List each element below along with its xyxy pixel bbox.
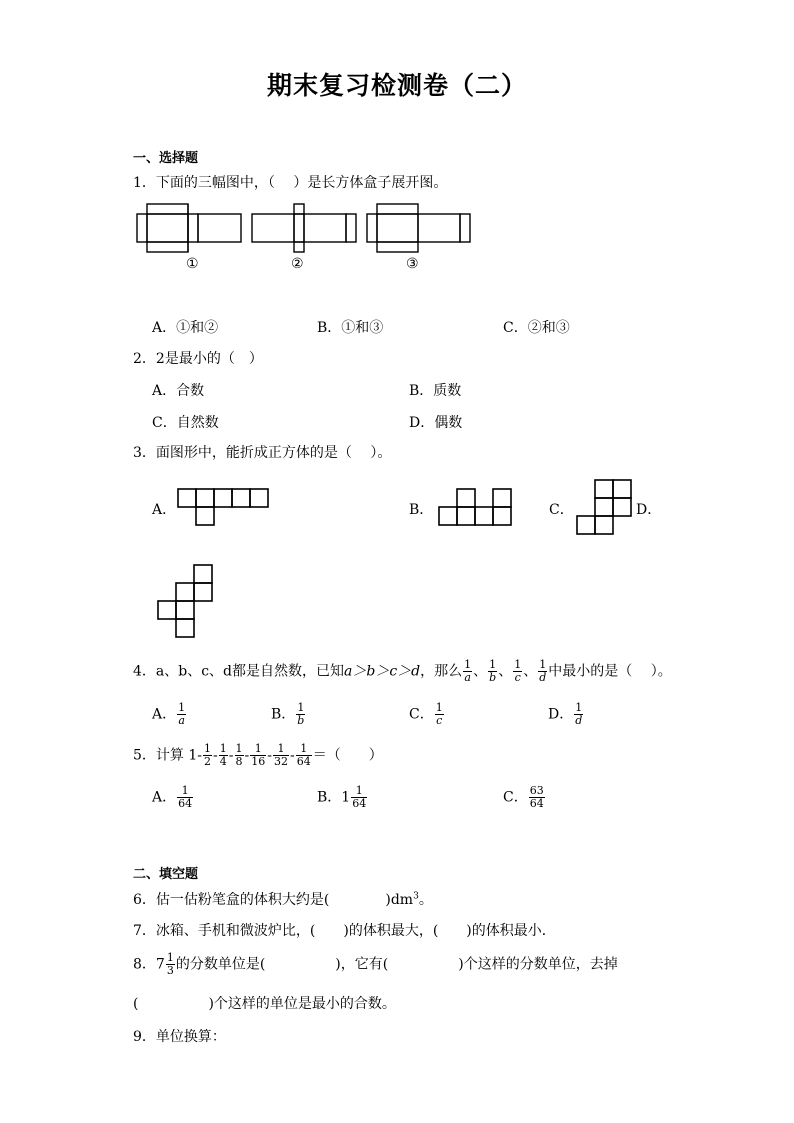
q4-frac-c: $\frac{1}{c}$ (514, 658, 522, 684)
section-heading-fill: 二、填空题 (133, 867, 199, 882)
net3-face-top (377, 204, 418, 214)
q4-option-c[interactable]: C． $\frac{1}{c}$ (409, 701, 443, 727)
q2-option-c[interactable]: C．自然数 (152, 415, 219, 431)
q4-option-a[interactable]: A． $\frac{1}{a}$ (152, 701, 186, 727)
net-figure-3 (366, 203, 474, 255)
net3-face-bottom (377, 242, 418, 252)
q5-frac-3: $\frac{1}{8}$ (235, 742, 243, 768)
net2-face-1 (252, 214, 294, 242)
question-5: 5．计算 1- $\frac{1}{2}$ - $\frac{1}{4}$ - $\frac{1}{8}$ - $\frac{1}{16}$ - $\frac{1}{32}$ - $\frac{1}{64}$ ＝（ ） (133, 742, 383, 768)
q4-suffix: 中最小的是（ ）。 (548, 663, 672, 680)
q4-prefix: 4．a、b、c、d都是自然数，已知 (133, 663, 345, 680)
q5-option-a[interactable]: A． $\frac{1}{64}$ (152, 784, 193, 810)
q3-net-d (157, 564, 213, 638)
q4-frac-a: $\frac{1}{a}$ (464, 658, 472, 684)
net2-face-3 (304, 214, 346, 242)
q1-option-b[interactable]: B．①和③ (317, 320, 384, 336)
q1-option-a[interactable]: A．①和② (152, 320, 219, 336)
question-3: 3．面图形中，能折成正方体的是（ ）。 (133, 445, 392, 461)
question-2: 2．2是最小的（ ） (133, 351, 263, 367)
q3-option-b[interactable]: B． (409, 502, 434, 518)
q2-option-b[interactable]: B．质数 (409, 383, 462, 399)
q3-option-c[interactable]: C． (549, 502, 574, 518)
page-title: 期末复习检测卷（二） (266, 71, 527, 100)
question-4: 4．a、b、c、d都是自然数，已知a＞b＞c＞d，那么 $\frac{1}{a}$ 、 $\frac{1}{b}$ 、 $\frac{1}{c}$ 、 $\frac{1}{d}$ 中最小的是（ ）。 (133, 658, 672, 684)
q2-option-d[interactable]: D．偶数 (409, 415, 463, 431)
question-8-line2: ( )个这样的单位是最小的合数。 (133, 996, 396, 1012)
q4-frac-b: $\frac{1}{b}$ (489, 658, 497, 684)
net3-face-right (418, 214, 460, 242)
net1-face-top (147, 204, 188, 214)
q4-frac-d: $\frac{1}{d}$ (539, 658, 547, 684)
question-9: 9．单位换算： (133, 1029, 226, 1045)
net-figure-1 (136, 203, 244, 255)
q5-frac-1: $\frac{1}{2}$ (204, 742, 212, 768)
net2-face-top (294, 204, 304, 214)
q5-option-b[interactable]: B．1 $\frac{1}{64}$ (317, 784, 367, 810)
question-1: 1．下面的三幅图中，（ ）是长方体盒子展开图。 (133, 175, 448, 191)
q4-option-d[interactable]: D． $\frac{1}{d}$ (548, 701, 583, 727)
caption-1: ① (186, 256, 199, 272)
q3-option-a[interactable]: A． (152, 502, 177, 518)
q5-frac-2: $\frac{1}{4}$ (219, 742, 227, 768)
net3-face-left (367, 214, 377, 242)
net1-face-back (198, 214, 241, 242)
question-6: 6．估一估粉笔盒的体积大约是( )$dm^3$。 (133, 891, 433, 908)
q4-option-b[interactable]: B． $\frac{1}{b}$ (271, 701, 305, 727)
q5-frac-5: $\frac{1}{32}$ (273, 742, 288, 768)
net1-face-front (147, 214, 188, 242)
net3-face-front (377, 214, 418, 242)
q5-frac-6: $\frac{1}{64}$ (296, 742, 311, 768)
q3-net-c (576, 479, 632, 535)
net2-face-4 (346, 214, 356, 242)
q3-net-b (438, 488, 512, 526)
question-7: 7．冰箱、手机和微波炉比，( )的体积最大，( )的体积最小． (133, 923, 556, 939)
caption-2: ② (291, 256, 304, 272)
q2-option-a[interactable]: A．合数 (152, 383, 205, 399)
question-8: 8．7 $\frac{1}{3}$ 的分数单位是( )，它有( )个这样的分数单位，去掉 (133, 951, 618, 977)
net2-face-2 (294, 214, 304, 242)
net-figure-2 (251, 203, 359, 255)
net1-face-left (137, 214, 147, 242)
q4-condition: a＞b＞c＞d (344, 663, 421, 680)
q3-net-a (177, 488, 269, 528)
net3-face-back (460, 214, 470, 242)
q1-option-c[interactable]: C．②和③ (503, 320, 570, 336)
q4-mid: ，那么 (420, 663, 463, 680)
net1-face-bottom (147, 242, 188, 252)
section-heading-choice: 一、选择题 (133, 151, 199, 166)
net1-face-right (188, 214, 198, 242)
q3-option-d[interactable]: D． (636, 502, 662, 518)
caption-3: ③ (406, 256, 419, 272)
net2-face-bottom (294, 242, 304, 252)
q5-option-c[interactable]: C． $\frac{63}{64}$ (503, 784, 544, 810)
q5-frac-4: $\frac{1}{16}$ (251, 742, 266, 768)
